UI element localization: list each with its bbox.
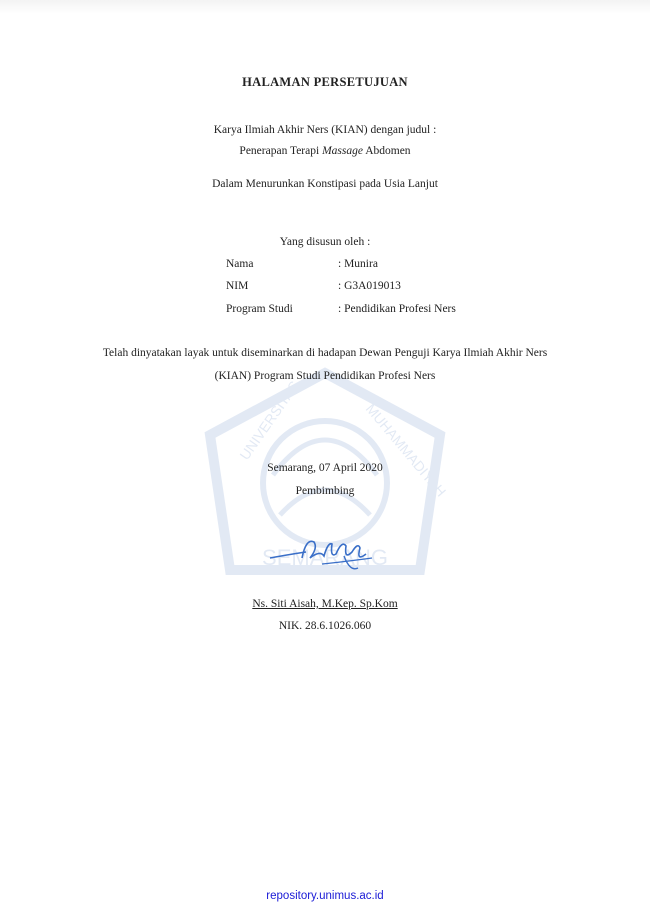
field-label: Program Studi xyxy=(226,303,293,315)
supervisor-nik: NIK. 28.6.1026.060 xyxy=(278,620,372,632)
subtitle-line: Dalam Menurunkan Konstipasi pada Usia Lanjut xyxy=(212,178,438,190)
supervisor-name xyxy=(0,598,650,610)
watermark-arc-right: MUHAMMADIYAH xyxy=(362,400,450,500)
place-date: Semarang, 07 April 2020 xyxy=(267,462,383,474)
field-value: : Pendidikan Profesi Ners xyxy=(338,303,456,315)
watermark-arc-left: UNIVERSITAS xyxy=(236,377,303,463)
intro-line: Karya Ilmiah Akhir Ners (KIAN) dengan judul : xyxy=(213,124,437,136)
approval-line-2: (KIAN) Program Studi Pendidikan Profesi Ners xyxy=(214,370,436,382)
approval-line-1: Telah dinyatakan layak untuk diseminarkan di hadapan Dewan Penguji Karya Ilmiah Akhir Ners xyxy=(102,347,548,359)
topic-suffix: Abdomen xyxy=(362,145,411,157)
watermark-text: SEMARANG xyxy=(262,545,388,570)
supervisor-name-text: Ns. Siti Aisah, M.Kep. Sp.Kom xyxy=(252,598,398,610)
repository-link[interactable]: repository.unimus.ac.id xyxy=(266,890,384,902)
field-value: : G3A019013 xyxy=(338,280,401,292)
page-title: HALAMAN PERSETUJUAN xyxy=(242,75,408,89)
field-label: NIM xyxy=(226,280,249,292)
topic-italic: Massage xyxy=(322,145,363,157)
scan-shadow xyxy=(0,0,650,14)
topic-prefix: Penerapan Terapi xyxy=(239,145,323,157)
authored-by: Yang disusun oleh : xyxy=(279,236,371,248)
field-label: Nama xyxy=(226,258,254,270)
topic-line xyxy=(0,145,650,157)
supervisor-role: Pembimbing xyxy=(295,485,355,497)
signature-icon xyxy=(262,528,392,576)
field-value: : Munira xyxy=(338,258,378,270)
